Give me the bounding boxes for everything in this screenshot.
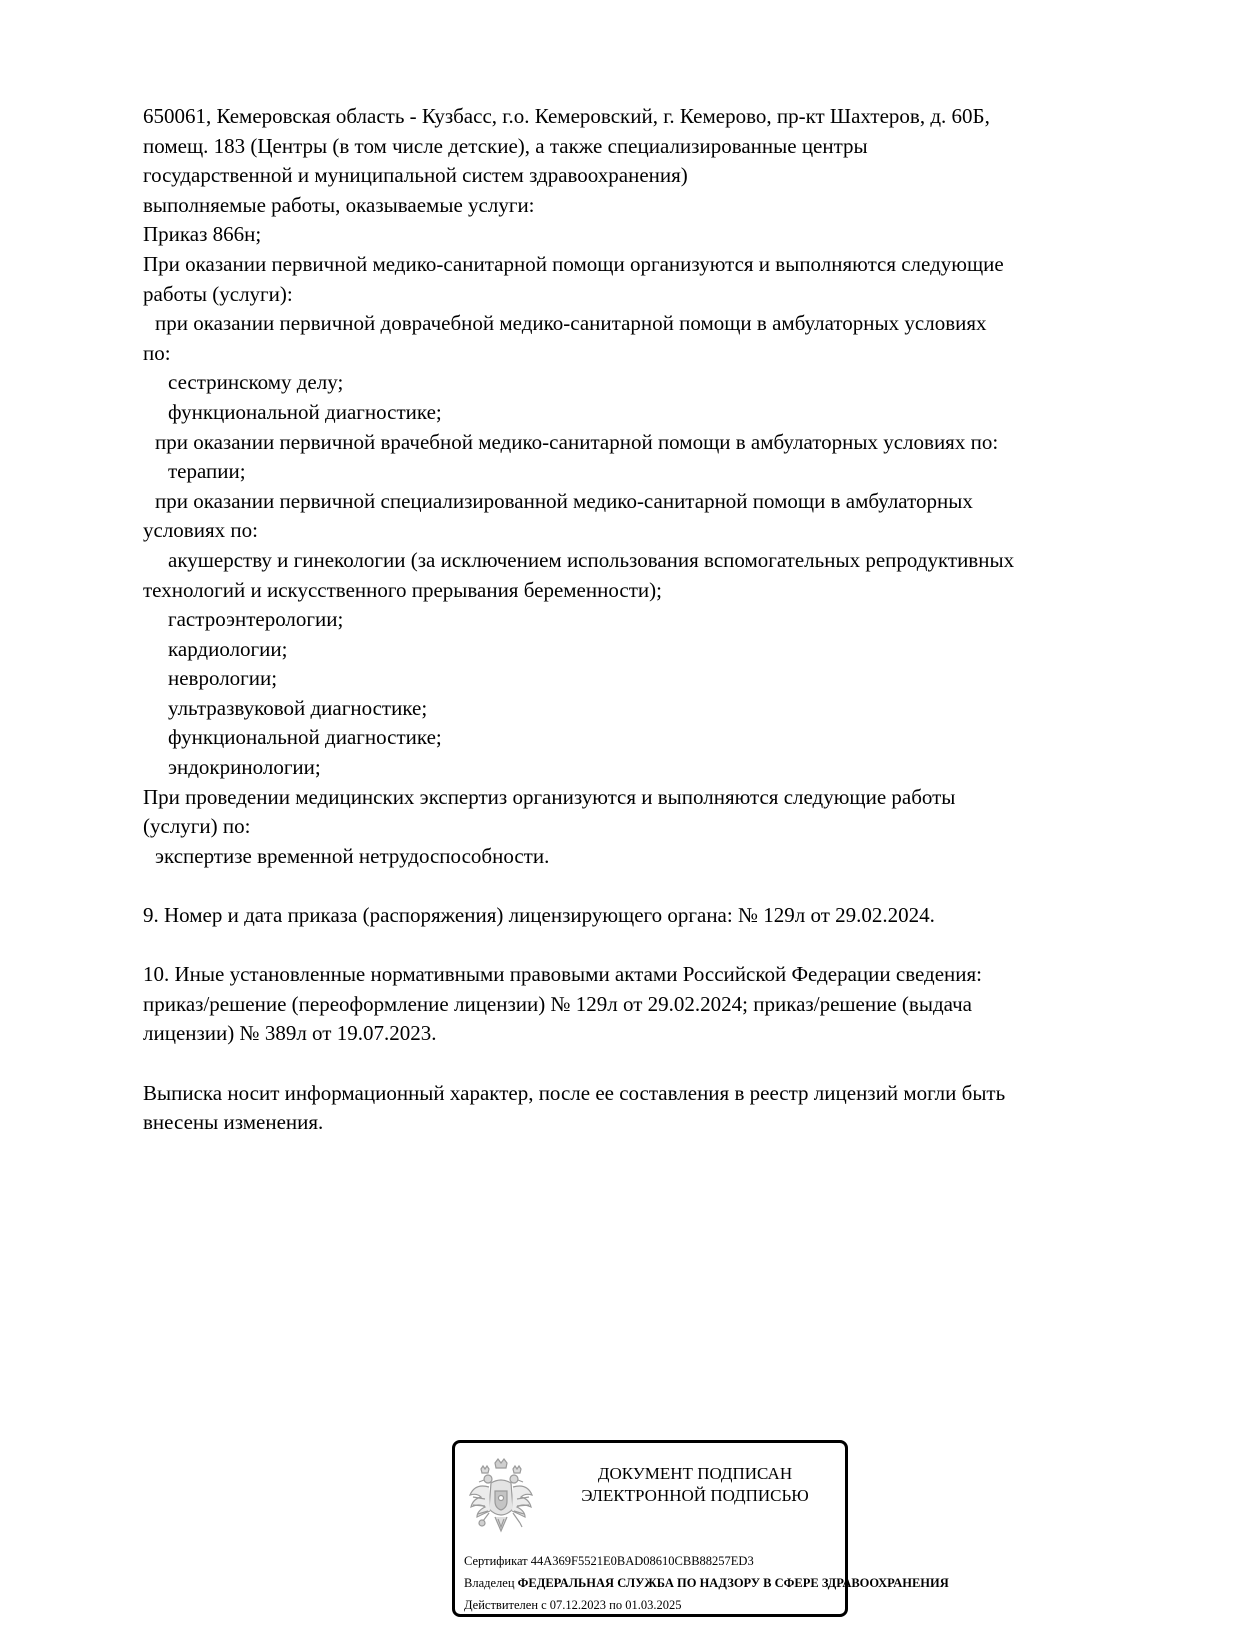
service-item: ультразвуковой диагностике;	[168, 695, 428, 720]
owner-label: Владелец	[464, 1576, 515, 1590]
service-item: терапии;	[168, 459, 246, 484]
service-item: сестринскому делу;	[168, 370, 344, 395]
validity-period: Действителен с 07.12.2023 по 01.03.2025	[464, 1598, 682, 1612]
specialized-care-header: условиях по:	[143, 518, 258, 543]
service-item: гастроэнтерологии;	[168, 607, 344, 632]
stamp-title-line: ДОКУМЕНТ ПОДПИСАН	[597, 1464, 793, 1483]
section-10-other-info: 10. Иные установленные нормативными правовыми актами Российской Федерации сведения:	[143, 962, 983, 987]
address-line: 650061, Кемеровская область - Кузбасс, г.о. Кемеровский, г. Кемерово, пр-кт Шахтеров, д. 60Б,	[143, 104, 990, 128]
works-heading: выполняемые работы, оказываемые услуги:	[143, 192, 535, 217]
stamp-title	[550, 1463, 840, 1507]
spacer	[143, 871, 1163, 901]
service-item: функциональной диагностике;	[168, 399, 442, 424]
expertise-header: При проведении медицинских экспертиз организуются и выполняются следующие работы	[143, 784, 956, 809]
service-item: экспертизе временной нетрудоспособности.	[155, 843, 550, 868]
owner-line	[464, 1572, 949, 1594]
specialized-care-header: при оказании первичной специализированной медико-санитарной помощи в амбулаторных	[155, 488, 973, 513]
electronic-signature-stamp	[452, 1440, 949, 1617]
order-reference: Приказ 866н;	[143, 222, 262, 247]
section-9-order-number: 9. Номер и дата приказа (распоряжения) лицензирующего органа: № 129л от 29.02.2024.	[143, 903, 935, 928]
service-item: функциональной диагностике;	[168, 725, 442, 750]
primary-care-intro: работы (услуги):	[143, 281, 293, 306]
stamp-title-line: ЭЛЕКТРОННОЙ ПОДПИСЬЮ	[581, 1486, 809, 1505]
spacer	[143, 931, 1163, 961]
address-line: помещ. 183 (Центры (в том числе детские), а также специализированные центры	[143, 133, 868, 158]
prevrach-care-header: при оказании первичной доврачебной медико-санитарной помощи в амбулаторных условиях	[155, 311, 987, 336]
disclaimer: Выписка носит информационный характер, после ее составления в реестр лицензий могли быть	[143, 1080, 1006, 1105]
service-item: кардиологии;	[168, 636, 288, 661]
prevrach-care-header: по:	[143, 340, 171, 365]
owner-name: ФЕДЕРАЛЬНАЯ СЛУЖБА ПО НАДЗОРУ В СФЕРЕ ЗДРАВООХРАНЕНИЯ	[517, 1576, 949, 1590]
service-item: акушерству и гинекологии (за исключением использования вспомогательных репродуктивных	[168, 547, 1015, 572]
document-body	[143, 102, 1163, 1138]
service-item: технологий и искусственного прерывания беременности);	[143, 577, 662, 602]
disclaimer: внесены изменения.	[143, 1110, 324, 1135]
expertise-header: (услуги) по:	[143, 814, 251, 839]
section-10-other-info: лицензии) № 389л от 19.07.2023.	[143, 1021, 437, 1046]
certificate-number: Сертификат 44A369F5521E0BAD08610CBB88257ED3	[464, 1554, 754, 1568]
spacer	[143, 1049, 1163, 1079]
service-item: эндокринологии;	[168, 755, 321, 780]
stamp-details	[464, 1550, 949, 1616]
address-line: государственной и муниципальной систем здравоохранения)	[143, 163, 688, 188]
service-item: неврологии;	[168, 666, 278, 691]
russian-coat-of-arms-icon	[467, 1457, 535, 1537]
vrach-care-header: при оказании первичной врачебной медико-санитарной помощи в амбулаторных условиях по:	[155, 429, 999, 454]
primary-care-intro: При оказании первичной медико-санитарной помощи организуются и выполняются следующие	[143, 251, 1004, 276]
section-10-other-info: приказ/решение (переоформление лицензии) № 129л от 29.02.2024; приказ/решение (выдача	[143, 991, 972, 1016]
